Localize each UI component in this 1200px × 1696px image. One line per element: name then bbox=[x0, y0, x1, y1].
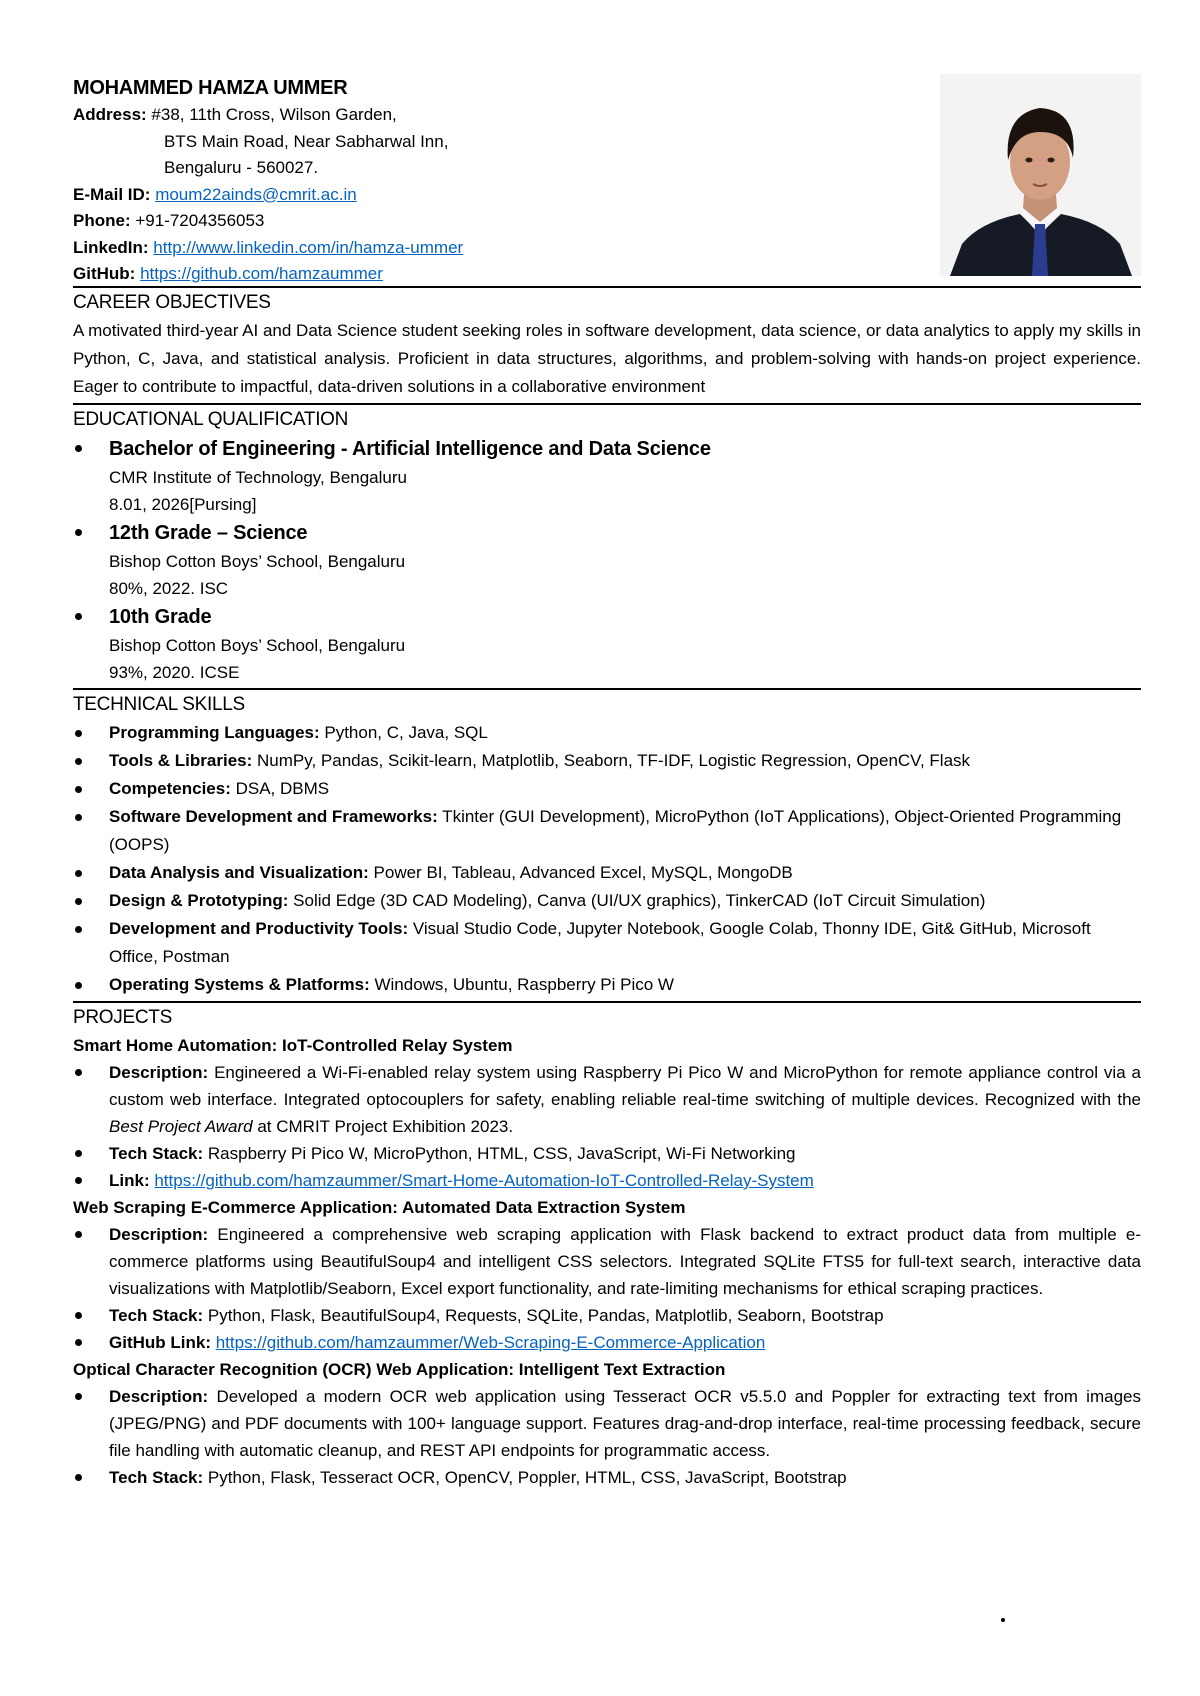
phone-label: Phone: bbox=[73, 211, 131, 230]
project-description bbox=[73, 1221, 1141, 1302]
skill-item bbox=[73, 803, 1141, 859]
skill-value: Windows, Ubuntu, Raspberry Pi Pico W bbox=[369, 975, 674, 994]
skill-item bbox=[73, 719, 1141, 747]
degree-title: 12th Grade – Science bbox=[109, 522, 308, 544]
skill-value: Tkinter (GUI Development), MicroPython (IoT Applications), Object-Oriented Programming (OOPS) bbox=[109, 807, 1122, 854]
project-tech-stack bbox=[73, 1140, 1141, 1167]
project-link-url[interactable]: https://github.com/hamzaummer/Web-Scraping-E-Commerce-Application bbox=[215, 1333, 766, 1352]
skill-value: Power BI, Tableau, Advanced Excel, MySQL, MongoDB bbox=[368, 863, 793, 882]
description-text-end: at CMRIT Project Exhibition 2023. bbox=[252, 1117, 514, 1136]
project-details bbox=[73, 1221, 1141, 1356]
description-text: Developed a modern OCR web application using Tesseract OCR v5.5.0 and Poppler for extracting text from images (JPEG/PNG) and PDF documents with 100+ language support. Features drag-and-drop interface, real-time processing feedback, secure file handling with automatic cleanup, and REST API endpoints for programmatic access. bbox=[109, 1387, 1141, 1460]
grade-detail: 8.01, 2026[Pursing] bbox=[109, 495, 257, 514]
project-title: Smart Home Automation: IoT-Controlled Relay System bbox=[73, 1036, 513, 1055]
education-list bbox=[73, 434, 1141, 686]
resume-page bbox=[73, 74, 1141, 1491]
skill-item bbox=[73, 747, 1141, 775]
school-name: Bishop Cotton Boys’ School, Bengaluru bbox=[109, 636, 406, 655]
project-description bbox=[73, 1383, 1141, 1464]
tech-stack-text: Python, Flask, Tesseract OCR, OpenCV, Poppler, HTML, CSS, JavaScript, Bootstrap bbox=[203, 1468, 847, 1487]
github-label: GitHub: bbox=[73, 264, 136, 283]
skills-heading: TECHNICAL SKILLS bbox=[73, 694, 245, 715]
project-link bbox=[73, 1329, 1141, 1356]
project-link bbox=[73, 1167, 1141, 1194]
email-label: E-Mail ID: bbox=[73, 184, 151, 204]
skill-value: NumPy, Pandas, Scikit-learn, Matplotlib, Seaborn, TF-IDF, Logistic Regression, OpenCV, Flask bbox=[252, 751, 971, 770]
address-label: Address: bbox=[73, 105, 147, 124]
email-link[interactable]: moum22ainds@cmrit.ac.in bbox=[155, 184, 357, 204]
tech-stack-text: Python, Flask, BeautifulSoup4, Requests, SQLite, Pandas, Matplotlib, Seaborn, Bootstrap bbox=[203, 1306, 884, 1325]
tech-stack-label: Tech Stack: bbox=[109, 1306, 204, 1325]
skill-label: Competencies: bbox=[109, 779, 231, 798]
project-title: Web Scraping E-Commerce Application: Automated Data Extraction System bbox=[73, 1198, 686, 1217]
school-name: Bishop Cotton Boys’ School, Bengaluru bbox=[109, 552, 406, 571]
stray-dot bbox=[1001, 1618, 1005, 1622]
project-tech-stack bbox=[73, 1302, 1141, 1329]
profile-portrait-icon bbox=[940, 74, 1141, 276]
skill-item bbox=[73, 887, 1141, 915]
projects-heading: PROJECTS bbox=[73, 1007, 172, 1028]
skill-value: Visual Studio Code, Jupyter Notebook, Google Colab, Thonny IDE, Git& GitHub, Microsoft Office, Postman bbox=[109, 919, 1091, 966]
tech-stack-label: Tech Stack: bbox=[109, 1468, 204, 1487]
phone-value: +91-7204356053 bbox=[135, 211, 265, 230]
address-line-3: Bengaluru - 560027. bbox=[164, 158, 319, 177]
profile-photo bbox=[940, 74, 1141, 276]
project-tech-stack bbox=[73, 1464, 1141, 1491]
project-details bbox=[73, 1059, 1141, 1194]
skill-item bbox=[73, 915, 1141, 971]
project-link-url[interactable]: https://github.com/hamzaummer/Smart-Home-Automation-IoT-Controlled-Relay-System bbox=[154, 1171, 814, 1190]
candidate-name: MOHAMMED HAMZA UMMER bbox=[73, 77, 348, 99]
degree-title: Bachelor of Engineering - Artificial Intelligence and Data Science bbox=[109, 438, 711, 460]
skill-value: DSA, DBMS bbox=[230, 779, 330, 798]
tech-stack-text: Raspberry Pi Pico W, MicroPython, HTML, CSS, JavaScript, Wi-Fi Networking bbox=[203, 1144, 796, 1163]
career-objective-text: A motivated third-year AI and Data Science student seeking roles in software development, data science, or data analytics to apply my skills in Python, C, Java, and statistical analysis. Proficient in data structures, algorithms, and problem-solving with hands-on project experience. Eager to contribute to impactful, data-driven solutions in a collaborative environment bbox=[73, 321, 1141, 396]
education-item bbox=[73, 602, 1141, 686]
skill-item bbox=[73, 859, 1141, 887]
skill-label: Tools & Libraries: bbox=[109, 751, 253, 770]
tech-stack-label: Tech Stack: bbox=[109, 1144, 204, 1163]
skill-label: Development and Productivity Tools: bbox=[109, 919, 409, 938]
description-label: Description: bbox=[109, 1387, 209, 1406]
skill-value: Python, C, Java, SQL bbox=[319, 723, 488, 742]
skill-item bbox=[73, 971, 1141, 999]
skill-label: Software Development and Frameworks: bbox=[109, 807, 438, 826]
description-label: Description: bbox=[109, 1225, 209, 1244]
degree-title: 10th Grade bbox=[109, 606, 212, 628]
education-item bbox=[73, 434, 1141, 518]
skill-value: Solid Edge (3D CAD Modeling), Canva (UI/UX graphics), TinkerCAD (IoT Circuit Simulation) bbox=[288, 891, 986, 910]
link-label: GitHub Link: bbox=[109, 1333, 211, 1352]
linkedin-label: LinkedIn: bbox=[73, 237, 149, 257]
education-heading: EDUCATIONAL QUALIFICATION bbox=[73, 409, 349, 430]
description-label: Description: bbox=[109, 1063, 209, 1082]
school-name: CMR Institute of Technology, Bengaluru bbox=[109, 468, 407, 487]
project-details bbox=[73, 1383, 1141, 1491]
skill-label: Design & Prototyping: bbox=[109, 891, 289, 910]
grade-detail: 80%, 2022. ISC bbox=[109, 579, 229, 598]
project-description bbox=[73, 1059, 1141, 1140]
description-text: Engineered a Wi-Fi-enabled relay system using Raspberry Pi Pico W and MicroPython for remote appliance control via a custom web interface. Integrated optocouplers for safety, enabling reliable real-time switching of multiple devices. Recognized with the bbox=[109, 1063, 1141, 1109]
skill-item bbox=[73, 775, 1141, 803]
education-item bbox=[73, 518, 1141, 602]
github-link[interactable]: https://github.com/hamzaummer bbox=[140, 264, 383, 283]
skills-list bbox=[73, 719, 1141, 999]
skill-label: Data Analysis and Visualization: bbox=[109, 863, 369, 882]
skill-label: Operating Systems & Platforms: bbox=[109, 975, 370, 994]
skill-label: Programming Languages: bbox=[109, 723, 320, 742]
description-text: Engineered a comprehensive web scraping application with Flask backend to extract product data from multiple e-commerce platforms using BeautifulSoup4 and intelligent CSS selectors. Integrated SQLite FTS5 for full-text search, interactive data visualizations with Matplotlib/Seaborn, Excel export functionality, and rate-limiting mechanisms for ethical scraping practices. bbox=[109, 1225, 1141, 1298]
contact-header bbox=[73, 74, 1141, 286]
grade-detail: 93%, 2020. ICSE bbox=[109, 663, 240, 682]
award-text: Best Project Award bbox=[109, 1117, 253, 1136]
career-heading: CAREER OBJECTIVES bbox=[73, 292, 271, 313]
address-line-2: BTS Main Road, Near Sabharwal Inn, bbox=[164, 131, 449, 151]
address-line-1: #38, 11th Cross, Wilson Garden, bbox=[151, 105, 397, 124]
link-label: Link: bbox=[109, 1171, 150, 1190]
project-title: Optical Character Recognition (OCR) Web Application: Intelligent Text Extraction bbox=[73, 1360, 726, 1379]
linkedin-link[interactable]: http://www.linkedin.com/in/hamza-ummer bbox=[153, 237, 464, 257]
